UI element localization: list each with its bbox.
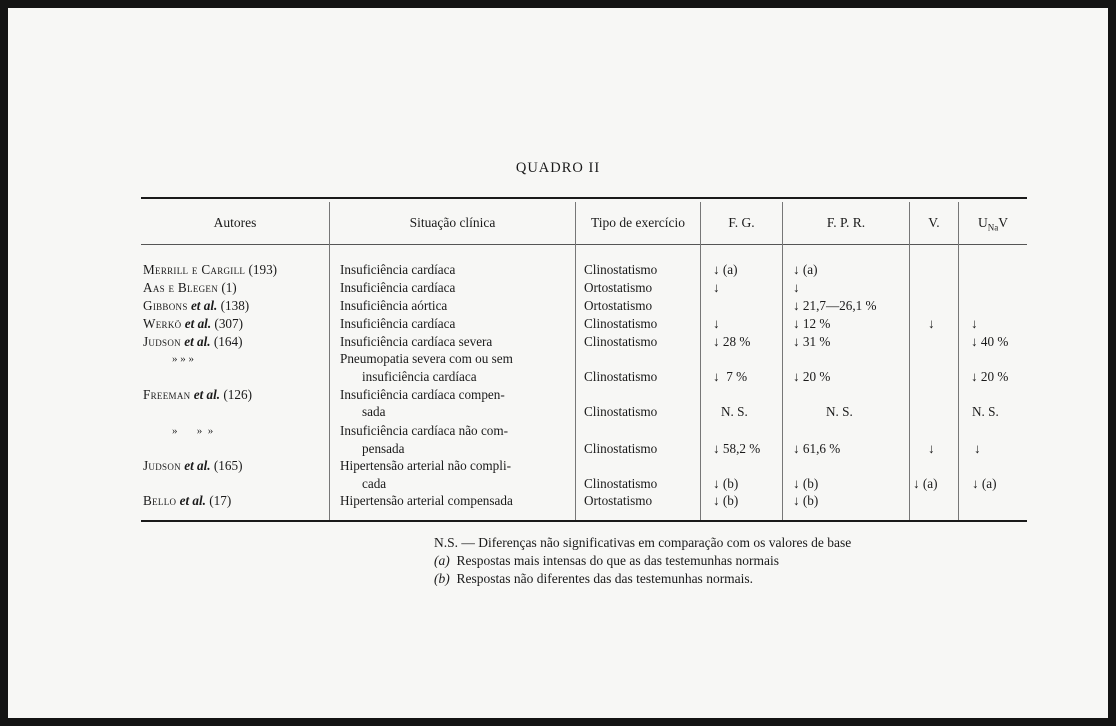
- fg-cell: ↓ (b): [713, 493, 739, 508]
- header-fpr: F. P. R.: [826, 215, 866, 230]
- header-fg: F. G.: [728, 215, 755, 230]
- unav-cell: ↓: [971, 316, 978, 331]
- unav-cell: ↓ (a): [972, 476, 997, 491]
- fpr-cell: ↓ 21,7—26,1 %: [793, 298, 877, 313]
- tipo-cell: Clinostatismo: [584, 369, 658, 384]
- situacao-cell: Hipertensão arterial não compli-: [340, 458, 511, 473]
- author-cell: Gibbons et al. (138): [143, 298, 250, 313]
- header-v: V.: [928, 215, 940, 230]
- top-rule: [141, 197, 1027, 199]
- tipo-cell: Clinostatismo: [584, 262, 658, 277]
- fpr-cell: ↓ (b): [793, 476, 819, 491]
- tipo-cell: Clinostatismo: [584, 404, 658, 419]
- fg-cell: ↓: [713, 316, 720, 331]
- situacao-cell-continued: cada: [362, 476, 387, 491]
- situacao-cell: Insuficiência cardíaca compen-: [340, 387, 505, 402]
- fpr-cell: ↓: [793, 280, 800, 295]
- header-situacao: Situação clínica: [409, 215, 496, 230]
- tipo-cell: Ortostatismo: [584, 298, 653, 313]
- author-cell: Judson et al. (164): [143, 334, 243, 349]
- column-divider: [329, 202, 330, 520]
- situacao-cell-continued: sada: [362, 404, 386, 419]
- header-rule: [141, 244, 1027, 245]
- fg-cell: ↓ (a): [713, 262, 738, 277]
- bottom-rule: [141, 520, 1027, 522]
- column-divider: [958, 202, 959, 520]
- author-cell: Freeman et al. (126): [143, 387, 252, 402]
- column-divider: [700, 202, 701, 520]
- unav-cell: ↓: [974, 441, 981, 456]
- column-divider: [782, 202, 783, 520]
- fpr-cell: ↓ 31 %: [793, 334, 831, 349]
- fpr-cell: ↓ 61,6 %: [793, 441, 841, 456]
- situacao-cell: Insuficiência cardíaca: [340, 316, 456, 331]
- v-cell: ↓: [928, 316, 935, 331]
- situacao-cell-continued: insuficiência cardíaca: [362, 369, 477, 384]
- unav-cell: N. S.: [972, 404, 999, 419]
- tipo-cell: Clinostatismo: [584, 441, 658, 456]
- column-divider: [575, 202, 576, 520]
- header-tipo: Tipo de exercício: [591, 215, 685, 230]
- situacao-cell: Insuficiência cardíaca severa: [340, 334, 493, 349]
- situacao-cell: Insuficiência cardíaca: [340, 280, 456, 295]
- fpr-cell: ↓ 20 %: [793, 369, 831, 384]
- v-cell: ↓: [928, 441, 935, 456]
- author-cell: Aas e Blegen (1): [143, 280, 237, 295]
- v-cell: ↓ (a): [913, 476, 938, 491]
- fpr-cell: N. S.: [826, 404, 853, 419]
- fg-cell: ↓: [713, 280, 720, 295]
- header-autores: Autores: [213, 215, 257, 230]
- situacao-cell: Pneumopatia severa com ou sem: [340, 351, 513, 366]
- column-divider: [909, 202, 910, 520]
- situacao-cell: Insuficiência aórtica: [340, 298, 448, 313]
- fg-cell: ↓ 58,2 %: [713, 441, 761, 456]
- fpr-cell: ↓ (b): [793, 493, 819, 508]
- fg-cell: ↓ 7 %: [713, 369, 748, 384]
- footnote-a: (a) Respostas mais intensas do que as das testemunhas normais: [434, 553, 779, 568]
- fpr-cell: ↓ (a): [793, 262, 818, 277]
- author-cell: Merrill e Cargill (193): [143, 262, 278, 277]
- unav-cell: ↓ 20 %: [971, 369, 1009, 384]
- footnote-b: (b) Respostas não diferentes das das testemunhas normais.: [434, 571, 754, 586]
- fg-cell: ↓ 28 %: [713, 334, 751, 349]
- tipo-cell: Ortostatismo: [584, 493, 653, 508]
- author-cell: Judson et al. (165): [143, 458, 243, 473]
- unav-cell: ↓ 40 %: [971, 334, 1009, 349]
- table-title: QUADRO II: [515, 160, 601, 176]
- header-unav: $U_{Na}V$: [978, 215, 1008, 233]
- author-cell: Werkö et al. (307): [143, 316, 243, 331]
- fpr-cell: ↓ 12 %: [793, 316, 831, 331]
- situacao-cell: Insuficiência cardíaca: [340, 262, 456, 277]
- situacao-cell: Insuficiência cardíaca não com-: [340, 423, 509, 438]
- situacao-cell: Hipertensão arterial compensada: [340, 493, 513, 508]
- tipo-cell: Ortostatismo: [584, 280, 653, 295]
- author-cell: Bello et al. (17): [143, 493, 232, 508]
- tipo-cell: Clinostatismo: [584, 334, 658, 349]
- situacao-cell-continued: pensada: [362, 441, 405, 456]
- author-ditto: » » »: [172, 425, 214, 437]
- tipo-cell: Clinostatismo: [584, 316, 658, 331]
- fg-cell: ↓ (b): [713, 476, 739, 491]
- footnote-ns: N.S. — Diferenças não significativas em comparação com os valores de base: [434, 535, 852, 550]
- author-ditto: » » »: [172, 353, 194, 365]
- fg-cell: N. S.: [721, 404, 748, 419]
- tipo-cell: Clinostatismo: [584, 476, 658, 491]
